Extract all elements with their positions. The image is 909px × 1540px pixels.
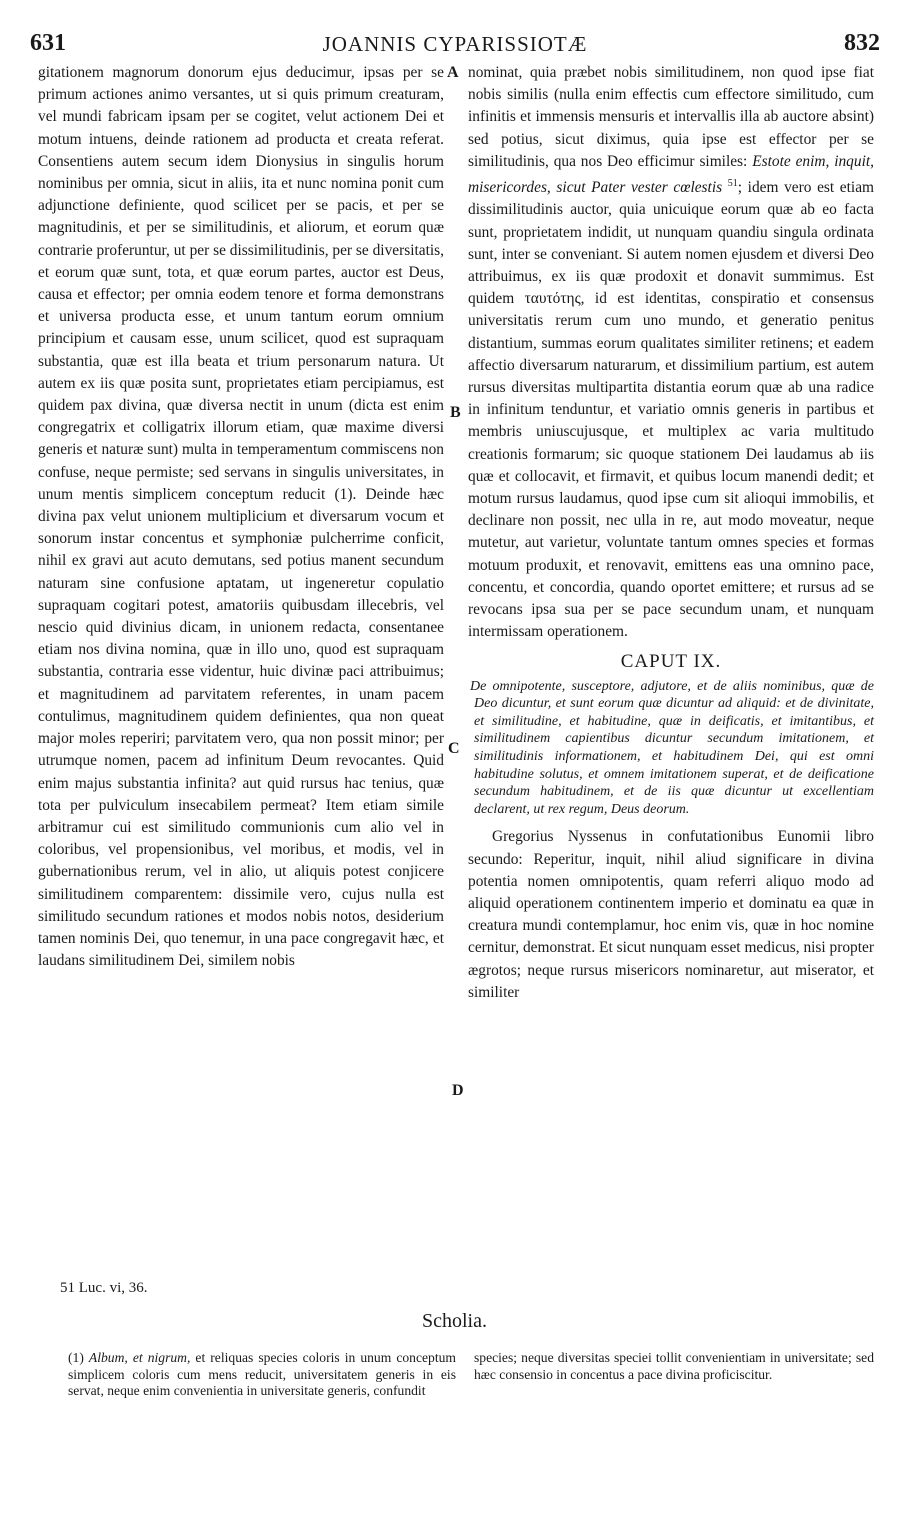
right-text-after-quote: ; idem vero est etiam dissimilitudinis auctor, quia unicuique eorum quæ ab eo facta sunt, proprietatem indidit, ut nunquam quandiu singula ordinata sunt, inter se conveniant. Si autem nomen ejusdem et diversi Deo attribuimus, ex iis quæ prodoxit et donavit summimus. Est quidem ταυτότης, id est identitas, conspiratio et consensus universitatis rerum cum uno mundo, et generatio penitus distantium, summas eorum qualitates similiter retinens; et eadem affectio diversarum naturarum, et dissimilium partium, est autem rursus diversitas multipartita distantia eorum quæ ab una radice in infinitum tenduntur, et variatio omnis generis in partibus et membris uniuscujusque, et multiplex ac varia multitudo creationis formarum; sic quoque stationem Dei laudamus ab iis quæ et collocavit, et firmavit, et quibus locum manendi dedit; et motum rursus laudamus, quod ipse cum sit alioqui immobilis, et declinare non possit, nec ulla in re, aut modo moveatur, neque mutetur, aut varietur, voluntate tantum omnes species et formas motuum produxit, et renovavit, emittens eas una omnino pace, concentu, et concordia, quando oportet emittere; et rursus ad se revocans ipsa sua per se pace secundum unam, et nunquam intermissam operationem. [468,179,874,641]
margin-letter-d: D [452,1082,464,1099]
chapter-summary: De omnipotente, susceptore, adjutore, et de aliis nominibus, quæ de Deo dicuntur, et sunt eorum quæ dicuntur ad aliquid: et de divinitate, et similitudine, et habitudine, quæ in deificatis, et imitantibus, et similitudinem capientibus dicuntur secundum imitationem, et similitudinis informationem, et habitudinem Dei, qui est omni habitudine solutus, et omnem imitationem superat, et de deificatione secundum habitudinem, et de iis quæ dicuntur ut excellentiam declarent, ut rex regum, Deus deorum. [470,678,874,817]
scholia-text-left: et reliquas species coloris in unum conceptum simplicem coloris cum mens reducit, universitatem generis in eis servat, neque enim convenientia in universitate generis, confundit [68,1350,456,1399]
margin-letter-c: C [448,740,460,757]
margin-letter-a: A [447,64,459,81]
scholia-right-column [474,1350,874,1383]
left-text-column [38,62,444,972]
quote-note-marker: 51 [727,178,738,190]
running-title: JOANNIS CYPARISSIOTÆ [322,32,588,56]
scholia-lemma: Album, et nigrum, [88,1350,191,1365]
page-number-left: 631 [30,30,66,56]
right-text-before-quote: nominat, quia præbet nobis similitudinem, non quod ipse fiat nobis similis (nulla enim effectis cum effectore similitudo, cum infinitis et immensis mensuris et intervallis illa ab auctore absint) sed potius, sicut diximus, quia ipse est effector per se similitudinis, qua nos Deo efficimur similes: [468,64,874,170]
running-header [30,30,880,62]
page-number-right: 832 [844,30,880,56]
chapter-heading: CAPUT IX. [620,651,722,673]
margin-letter-b: B [450,404,461,421]
left-column-text: gitationem magnorum donorum ejus deducimur, ipsas per se primum actiones animo versantes, ut si quis primum creaturam, vel mundi fabricam ipsam per se cogitet, velut actionem Dei et motum intuens, deinde rationem ad producta et creata referat. Consentiens autem secum idem Dionysius in singulis horum nominibus per omnia, sicut in aliis, ita et nunc nomina ponit cum adjunctione definiente, quod scilicet per se pacis, et per se magnitudinis, et per se similitudinis, et aliorum, et eorum quæ contrarie proferuntur, ut per se dissimilitudinis, per se diversitatis, et eorum quæ sunt, tota, et quæ eorum partes, auctor est Deus, causa et effector; per omnia eodem tenore et forma demonstrans et universa producta esse, et unum tantum eorum omnium principium et causam esse, unum scilicet, quod est supraquam substantia, quæ est illa beata et trium personarum natura. Ut autem ex iis quæ posita sunt, proprietates etiam percipiamus, est quidem pax divina, quæ diversa nectit in unum (dicta est enim congregatrix et colligatrix illorum etiam, quæ maxime diversi generis et naturæ sunt) multa in temperamentum commiscens non confuse, neque permiste; sed servans in singulis universitates, in unum mentis simplicem conceptum reducit (1). Deinde hæc divina pax velut unionem multiplicium et diversarum vocum et sonorum instar concentus et symphoniæ pulcherrime conficit, nihil ex gravi aut acuto demutans, sed potius manent secundum naturam sine confusione aptatam, ut ingeneretur copulatio supraquam cogitari potest, amatoriis quibusdam illecebris, vel nescio quid divinius dicam, in unionem redacta, consentanee etiam nos divina nomina, quæ in illo uno, quod est supraquam substantia, contraria esse videntur, huic divinæ paci attribuimus; et magnitudinem ad parvitatem referentes, in unam pacem contulimus, magnitudinem quidem definientes, qua non queat major moles reperiri; parvitatem vero, qua non possit minor; per utrumque nomen, pacem ad infinitum Deum revocantes. Quid enim majus substantia infinita? aut quid rursus hac tenius, quæ tota per pulviculum insecabilem permeat? Item etiam simile arbitramur cui est similitudo communionis cum alio vel in coloribus, vel propensionibus, vel moribus, et modis, vel in gubernationibus rerum, vel in alio, ut aliquis potest conjicere similitudinem comparentem: dissimile vero, cujus nulla est similitudo secundum rationes et modos nobis notos, desiderium tamen nominis Dei, quo tenemur, in una pace congregavit hæc, et laudans similitudinem Dei, similem nobis [38,64,444,970]
scripture-quote: Estote enim, inquit, misericordes, sicut Pater vester cœlestis [468,152,874,197]
scholia-title: Scholia. [422,1310,487,1332]
right-column-paragraph [468,62,874,643]
chapter-text: Gregorius Nyssenus in confutationibus Eunomii libro secundo: Reperitur, inquit, nihil aliud significare in divina potentia nomen omnipotentis, quam referri aliquo modo ad aliquid operationem continentem imperio et dominatu ea quæ in creatura mundi contemplamur, hoc enim vis, quæ in hoc nomine cernitur, demonstrat. Et sicut nunquam esset medicus, nisi propter ægrotos; neque rursus misericors nominaretur, aut miserator, et similiter [468,828,874,1001]
scholia-note-number: (1) [68,1350,84,1365]
footnote: 51 Luc. vi, 36. [60,1280,148,1296]
right-text-column [468,62,874,1004]
scholia-left-column [68,1350,456,1400]
scholia-text-right: species; neque diversitas speciei tollit convenientiam in universitate; sed hæc consensio in concentus a pace divina proficiscitur. [474,1350,874,1382]
